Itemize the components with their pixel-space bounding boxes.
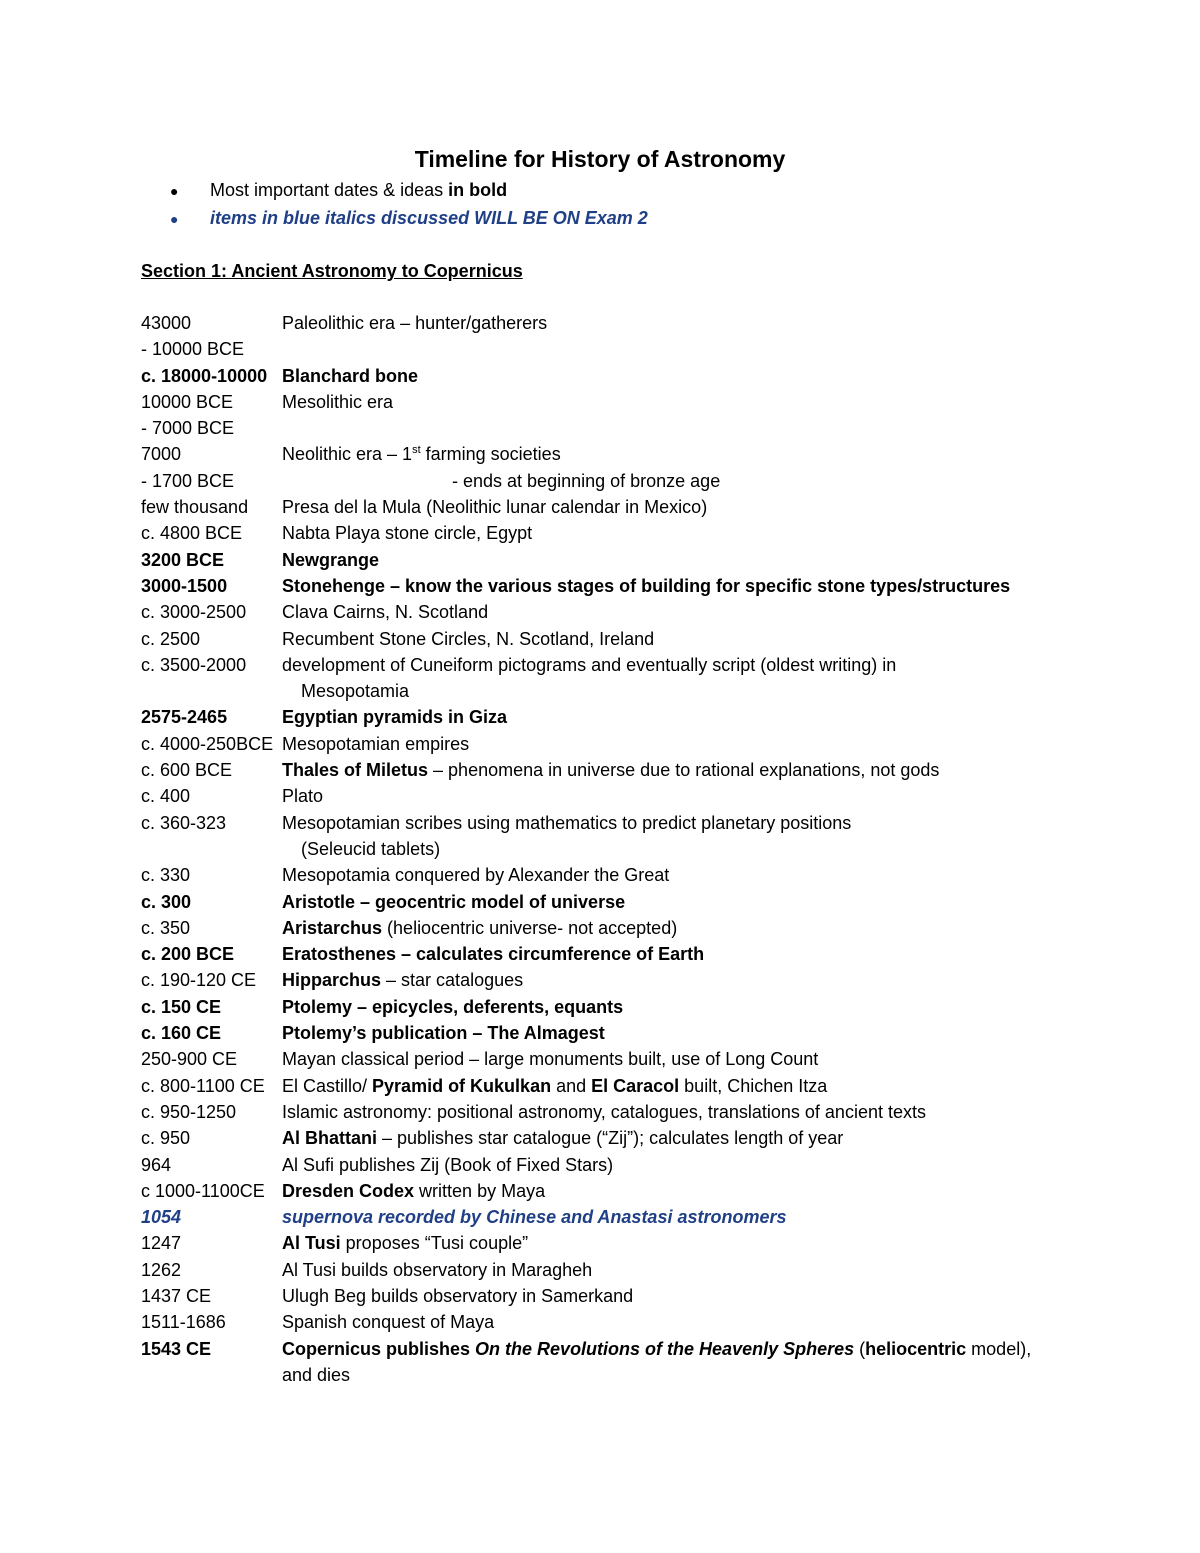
row-date: c. 600 BCE bbox=[141, 760, 233, 781]
notes-list bbox=[170, 176, 648, 232]
timeline-row bbox=[141, 1152, 1141, 1178]
row-date: c. 950-1250 bbox=[141, 1101, 237, 1122]
timeline-row bbox=[141, 889, 1141, 915]
row-desc: Presa del la Mula (Neolithic lunar calendar in Mexico) bbox=[282, 497, 708, 518]
timeline-row bbox=[141, 1073, 1141, 1099]
note-exam-items: ● items in blue italics discussed WILL BE ON Exam 2 bbox=[170, 204, 648, 232]
timeline-row bbox=[141, 1336, 1141, 1362]
row-date: 3000-1500 bbox=[141, 575, 228, 596]
timeline-row bbox=[141, 441, 1141, 467]
row-desc: - ends at beginning of bronze age bbox=[452, 470, 721, 491]
row-date: c. 200 BCE bbox=[141, 944, 235, 965]
row-desc: Plato bbox=[282, 786, 324, 807]
timeline-row bbox=[141, 1046, 1141, 1072]
row-date: - 1700 BCE bbox=[141, 470, 235, 491]
section-heading: Section 1: Ancient Astronomy to Copernicus bbox=[141, 261, 523, 281]
row-desc: Egyptian pyramids in Giza bbox=[282, 707, 508, 728]
row-date: 2575-2465 bbox=[141, 707, 228, 728]
row-date: c. 3000-2500 bbox=[141, 602, 247, 623]
row-date: 1437 CE bbox=[141, 1285, 212, 1306]
row-desc: Al Bhattani – publishes star catalogue (“Zij”); calculates length of year bbox=[282, 1128, 844, 1149]
timeline-row bbox=[141, 336, 1141, 362]
row-date: c. 800-1100 CE bbox=[141, 1075, 265, 1096]
row-date: 10000 BCE bbox=[141, 391, 234, 412]
row-desc: Islamic astronomy: positional astronomy, catalogues, translations of ancient texts bbox=[282, 1101, 926, 1122]
timeline-row bbox=[141, 810, 1141, 836]
row-desc: Recumbent Stone Circles, N. Scotland, Ireland bbox=[282, 628, 655, 649]
row-desc: Mesopotamia bbox=[301, 681, 410, 702]
row-desc: Dresden Codex written by Maya bbox=[282, 1180, 546, 1201]
row-desc: Mesopotamia conquered by Alexander the Great bbox=[282, 865, 670, 886]
timeline-row bbox=[141, 994, 1141, 1020]
row-date: c. 3500-2000 bbox=[141, 654, 247, 675]
timeline-row bbox=[141, 1230, 1141, 1256]
timeline-row bbox=[141, 862, 1141, 888]
row-date: c. 160 CE bbox=[141, 1023, 222, 1044]
row-date: 250-900 CE bbox=[141, 1049, 238, 1070]
timeline-row bbox=[141, 415, 1141, 441]
row-desc: Al Sufi publishes Zij (Book of Fixed Stars) bbox=[282, 1154, 614, 1175]
row-desc: Thales of Miletus – phenomena in universe due to rational explanations, not gods bbox=[282, 760, 940, 781]
row-desc: Ptolemy – epicycles, deferents, equants bbox=[282, 996, 624, 1017]
timeline-row bbox=[141, 573, 1141, 599]
row-desc: Neolithic era – 1st farming societies bbox=[282, 444, 561, 465]
row-desc: Mesopotamian empires bbox=[282, 733, 470, 754]
row-date: c. 2500 bbox=[141, 628, 201, 649]
row-desc: Blanchard bone bbox=[282, 365, 419, 386]
row-date: c. 18000-10000 bbox=[141, 365, 268, 386]
row-desc: Aristarchus (heliocentric universe- not accepted) bbox=[282, 917, 678, 938]
timeline-row bbox=[141, 494, 1141, 520]
row-date: - 7000 BCE bbox=[141, 418, 235, 439]
row-date: c. 330 bbox=[141, 865, 191, 886]
timeline-row-continuation bbox=[141, 836, 1141, 862]
row-date: c. 350 bbox=[141, 917, 191, 938]
note-bold-dates: ● Most important dates & ideas in bold bbox=[170, 176, 648, 204]
row-date: c. 400 bbox=[141, 786, 191, 807]
row-date: - 10000 BCE bbox=[141, 339, 245, 360]
row-date: 43000 bbox=[141, 313, 192, 333]
row-desc: Newgrange bbox=[282, 549, 380, 570]
timeline-row bbox=[141, 363, 1141, 389]
row-desc: Nabta Playa stone circle, Egypt bbox=[282, 523, 533, 544]
timeline-row bbox=[141, 1099, 1141, 1125]
timeline-row bbox=[141, 941, 1141, 967]
timeline-row bbox=[141, 1125, 1141, 1151]
timeline-row bbox=[141, 1204, 1141, 1230]
row-desc: Al Tusi builds observatory in Maragheh bbox=[282, 1259, 593, 1280]
row-desc: Eratosthenes – calculates circumference of Earth bbox=[282, 944, 705, 965]
timeline-row bbox=[141, 547, 1141, 573]
row-desc: Mayan classical period – large monuments built, use of Long Count bbox=[282, 1049, 819, 1070]
timeline-row bbox=[141, 310, 1141, 336]
row-date: c. 950 bbox=[141, 1128, 191, 1149]
row-desc: Ptolemy’s publication – The Almagest bbox=[282, 1023, 605, 1044]
row-desc: Paleolithic era – hunter/gatherers bbox=[282, 313, 548, 333]
row-date: c. 4800 BCE bbox=[141, 523, 243, 544]
timeline-row bbox=[141, 731, 1141, 757]
row-date: 1247 bbox=[141, 1233, 182, 1254]
row-date: 964 bbox=[141, 1154, 172, 1175]
timeline-row bbox=[141, 915, 1141, 941]
timeline-row bbox=[141, 468, 1141, 494]
timeline-row bbox=[141, 1309, 1141, 1335]
row-desc: Stonehenge – know the various stages of building for specific stone types/structures bbox=[282, 575, 1011, 596]
row-desc: Hipparchus – star catalogues bbox=[282, 970, 524, 991]
row-desc: Spanish conquest of Maya bbox=[282, 1312, 495, 1333]
bullet-icon: ● bbox=[170, 183, 179, 199]
timeline-row bbox=[141, 652, 1141, 678]
row-date: c 1000-1100CE bbox=[141, 1180, 265, 1201]
row-date: c. 150 CE bbox=[141, 996, 222, 1017]
row-desc: Clava Cairns, N. Scotland bbox=[282, 602, 489, 623]
row-date: few thousand bbox=[141, 497, 249, 518]
timeline-row bbox=[141, 1178, 1141, 1204]
row-desc: Copernicus publishes On the Revolutions of the Heavenly Spheres (heliocentric model), bbox=[282, 1338, 1032, 1359]
row-date: 1511-1686 bbox=[141, 1312, 226, 1333]
timeline-row bbox=[141, 1283, 1141, 1309]
row-date: 1054 bbox=[141, 1207, 182, 1228]
timeline-row bbox=[141, 389, 1141, 415]
row-desc: El Castillo/ Pyramid of Kukulkan and El Caracol built, Chichen Itza bbox=[282, 1075, 828, 1096]
row-date: 3200 BCE bbox=[141, 549, 225, 570]
row-date: c. 4000-250BCE bbox=[141, 733, 274, 754]
row-desc: Mesolithic era bbox=[282, 391, 394, 412]
timeline-row bbox=[141, 757, 1141, 783]
timeline-row bbox=[141, 1020, 1141, 1046]
timeline-row bbox=[141, 704, 1141, 730]
row-desc: development of Cuneiform pictograms and eventually script (oldest writing) in bbox=[282, 654, 897, 675]
row-desc: Al Tusi proposes “Tusi couple” bbox=[282, 1233, 529, 1254]
bullet-icon: ● bbox=[170, 211, 179, 227]
timeline-row bbox=[141, 520, 1141, 546]
timeline-row bbox=[141, 967, 1141, 993]
row-date: 1262 bbox=[141, 1259, 182, 1280]
row-desc: Ulugh Beg builds observatory in Samerkand bbox=[282, 1285, 634, 1306]
timeline-row-continuation bbox=[141, 678, 1141, 704]
row-date: 7000 bbox=[141, 444, 182, 465]
timeline-row bbox=[141, 783, 1141, 809]
row-desc: (Seleucid tablets) bbox=[301, 838, 441, 859]
row-desc: Aristotle – geocentric model of universe bbox=[282, 891, 626, 912]
row-date: c. 190-120 CE bbox=[141, 970, 257, 991]
row-desc: supernova recorded by Chinese and Anastasi astronomers bbox=[282, 1207, 787, 1228]
timeline-row bbox=[141, 599, 1141, 625]
timeline-row bbox=[141, 1257, 1141, 1283]
row-date: c. 360-323 bbox=[141, 812, 227, 833]
timeline bbox=[141, 310, 1141, 1388]
row-desc: and dies bbox=[282, 1364, 351, 1385]
timeline-row bbox=[141, 626, 1141, 652]
row-date: 1543 CE bbox=[141, 1338, 212, 1359]
document-title: Timeline for History of Astronomy bbox=[414, 146, 786, 172]
row-date: c. 300 bbox=[141, 891, 192, 912]
timeline-row-continuation bbox=[141, 1362, 1141, 1388]
row-desc: Mesopotamian scribes using mathematics to predict planetary positions bbox=[282, 812, 852, 833]
